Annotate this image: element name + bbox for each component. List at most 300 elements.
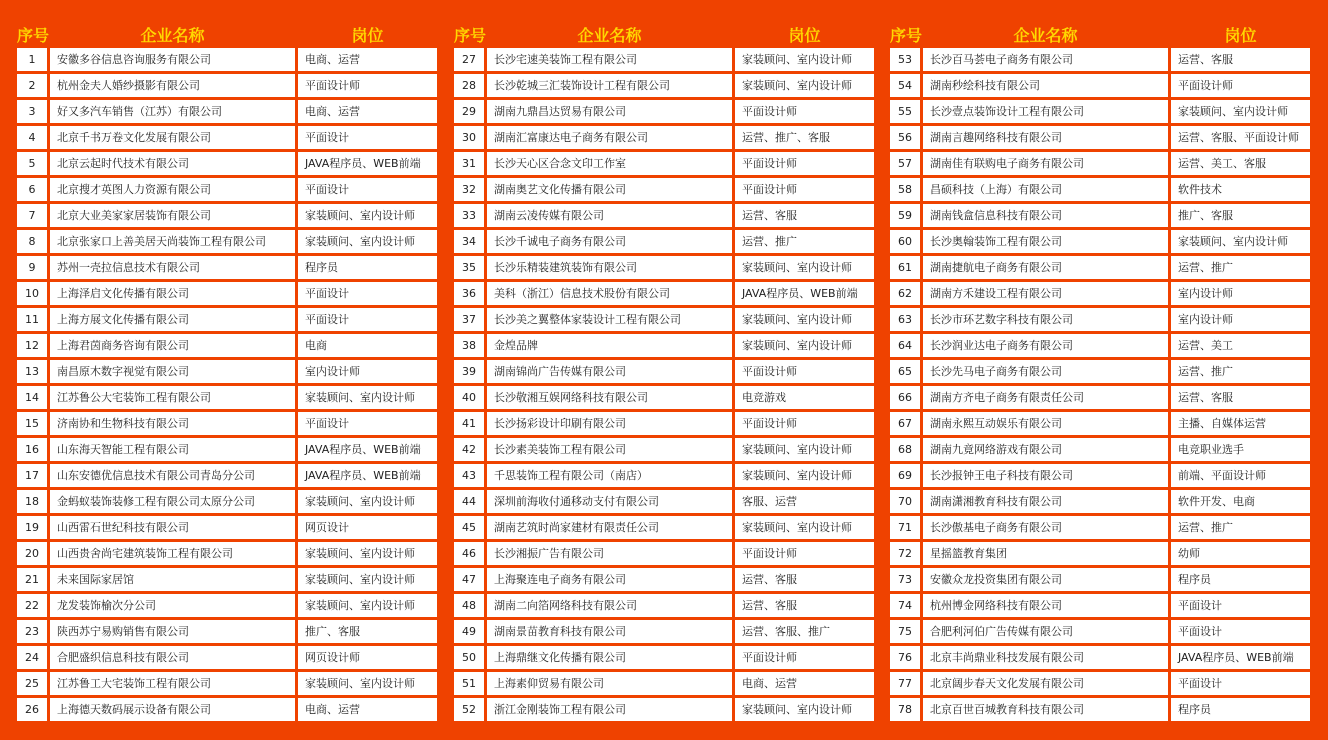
cell-position: 平面设计师 (735, 412, 874, 435)
cell-company: 长沙傲基电子商务有限公司 (923, 516, 1168, 539)
cell-no: 58 (890, 178, 920, 201)
cell-company: 长沙素美装饰工程有限公司 (487, 438, 732, 461)
cell-position: 平面设计师 (735, 152, 874, 175)
cell-no: 56 (890, 126, 920, 149)
cell-position: 家装顾问、室内设计师 (735, 256, 874, 279)
cell-company: 好又多汽车销售（江苏）有限公司 (50, 100, 295, 123)
cell-no: 17 (17, 464, 47, 487)
cell-no: 78 (890, 698, 920, 721)
table-row (890, 100, 1310, 123)
cell-company: 上海聚连电子商务有限公司 (487, 568, 732, 591)
cell-company: 长沙乾城三汇装饰设计工程有限公司 (487, 74, 732, 97)
cell-position: 客服、运营 (735, 490, 874, 513)
cell-company: 长沙扬彩设计印刷有限公司 (487, 412, 732, 435)
table-row (17, 48, 437, 71)
cell-position: 室内设计师 (1171, 308, 1310, 331)
table-row (890, 672, 1310, 695)
cell-company: 湖南永熙互动娱乐有限公司 (923, 412, 1168, 435)
cell-position: 家装顾问、室内设计师 (298, 386, 437, 409)
cell-no: 11 (17, 308, 47, 331)
table-row (454, 74, 874, 97)
cell-no: 8 (17, 230, 47, 253)
cell-position: 推广、客服 (1171, 204, 1310, 227)
cell-no: 35 (454, 256, 484, 279)
cell-company: 北京丰尚鼎业科技发展有限公司 (923, 646, 1168, 669)
cell-position: 平面设计 (298, 412, 437, 435)
cell-company: 未来国际家居馆 (50, 568, 295, 591)
cell-position: 家装顾问、室内设计师 (298, 594, 437, 617)
cell-no: 21 (17, 568, 47, 591)
cell-no: 43 (454, 464, 484, 487)
table-row (17, 568, 437, 591)
cell-position: 平面设计师 (735, 178, 874, 201)
table-row (890, 282, 1310, 305)
cell-position: 运营、推广 (1171, 256, 1310, 279)
cell-position: 家装顾问、室内设计师 (298, 542, 437, 565)
cell-no: 37 (454, 308, 484, 331)
cell-position: 电竞游戏 (735, 386, 874, 409)
table-panel-3 (890, 20, 1310, 724)
cell-position: 平面设计 (298, 178, 437, 201)
cell-no: 42 (454, 438, 484, 461)
header-position: 岗位 (788, 26, 821, 45)
cell-company: 江苏鲁工大宅装饰工程有限公司 (50, 672, 295, 695)
cell-no: 14 (17, 386, 47, 409)
table-row (17, 438, 437, 461)
cell-company: 北京大业美家家居装饰有限公司 (50, 204, 295, 227)
cell-no: 66 (890, 386, 920, 409)
header-company: 企业名称 (140, 26, 205, 45)
cell-company: 北京阔步春天文化发展有限公司 (923, 672, 1168, 695)
cell-position: 运营、推广 (1171, 516, 1310, 539)
cell-company: 浙江金刚装饰工程有限公司 (487, 698, 732, 721)
table-row (17, 230, 437, 253)
cell-position: 家装顾问、室内设计师 (735, 74, 874, 97)
cell-no: 23 (17, 620, 47, 643)
cell-company: 杭州金夫人婚纱摄影有限公司 (50, 74, 295, 97)
cell-position: 平面设计 (1171, 594, 1310, 617)
cell-company: 湖南方齐电子商务有限责任公司 (923, 386, 1168, 409)
cell-company: 合肥利河伯广告传媒有限公司 (923, 620, 1168, 643)
cell-position: 平面设计师 (735, 646, 874, 669)
table-row (17, 412, 437, 435)
cell-company: 湖南景苗教育科技有限公司 (487, 620, 732, 643)
table-row (17, 672, 437, 695)
table-row (890, 126, 1310, 149)
table-row (17, 542, 437, 565)
table-row (17, 282, 437, 305)
table-row (454, 412, 874, 435)
table-row (890, 178, 1310, 201)
cell-company: 北京张家口上善美居天尚装饰工程有限公司 (50, 230, 295, 253)
table-row (17, 126, 437, 149)
cell-no: 67 (890, 412, 920, 435)
table-panel-2 (454, 20, 874, 724)
cell-no: 52 (454, 698, 484, 721)
cell-position: 家装顾问、室内设计师 (735, 48, 874, 71)
table-row (454, 672, 874, 695)
cell-no: 28 (454, 74, 484, 97)
cell-company: 湖南方禾建设工程有限公司 (923, 282, 1168, 305)
cell-company: 南昌原木数字视觉有限公司 (50, 360, 295, 383)
table-row (890, 464, 1310, 487)
cell-position: 平面设计师 (1171, 74, 1310, 97)
table-row (454, 490, 874, 513)
table-row (890, 438, 1310, 461)
cell-position: 平面设计师 (735, 542, 874, 565)
cell-position: 程序员 (298, 256, 437, 279)
cell-position: JAVA程序员、WEB前端 (298, 438, 437, 461)
table-row (454, 646, 874, 669)
table-row (454, 256, 874, 279)
cell-position: 平面设计 (1171, 672, 1310, 695)
cell-position: 家装顾问、室内设计师 (735, 438, 874, 461)
cell-no: 15 (17, 412, 47, 435)
cell-position: 平面设计师 (735, 100, 874, 123)
cell-company: 杭州博金网络科技有限公司 (923, 594, 1168, 617)
table-row (17, 620, 437, 643)
table-row (890, 412, 1310, 435)
table-row (454, 204, 874, 227)
cell-no: 2 (17, 74, 47, 97)
table-row (454, 126, 874, 149)
cell-company: 湖南佳有联购电子商务有限公司 (923, 152, 1168, 175)
cell-company: 上海方展文化传播有限公司 (50, 308, 295, 331)
cell-company: 北京云起时代技术有限公司 (50, 152, 295, 175)
cell-no: 76 (890, 646, 920, 669)
cell-no: 54 (890, 74, 920, 97)
cell-company: 江苏鲁公大宅装饰工程有限公司 (50, 386, 295, 409)
cell-company: 长沙壹点装饰设计工程有限公司 (923, 100, 1168, 123)
cell-no: 55 (890, 100, 920, 123)
table-row (454, 308, 874, 331)
cell-position: 家装顾问、室内设计师 (298, 490, 437, 513)
cell-company: 湖南九鼎昌达贸易有限公司 (487, 100, 732, 123)
cell-no: 10 (17, 282, 47, 305)
cell-position: 运营、推广 (1171, 360, 1310, 383)
cell-position: 软件技术 (1171, 178, 1310, 201)
cell-position: 室内设计师 (298, 360, 437, 383)
cell-position: 运营、客服 (735, 568, 874, 591)
cell-position: 运营、客服 (735, 594, 874, 617)
cell-no: 53 (890, 48, 920, 71)
table-row (454, 568, 874, 591)
cell-no: 39 (454, 360, 484, 383)
cell-no: 12 (17, 334, 47, 357)
table-row (454, 516, 874, 539)
cell-company: 北京百世百城教育科技有限公司 (923, 698, 1168, 721)
cell-company: 合肥盛织信息科技有限公司 (50, 646, 295, 669)
table-row (454, 386, 874, 409)
cell-no: 33 (454, 204, 484, 227)
table-row (890, 256, 1310, 279)
cell-no: 20 (17, 542, 47, 565)
cell-company: 山东海天智能工程有限公司 (50, 438, 295, 461)
cell-company: 山东安德优信息技术有限公司青岛分公司 (50, 464, 295, 487)
cell-position: JAVA程序员、WEB前端 (735, 282, 874, 305)
cell-position: 家装顾问、室内设计师 (298, 204, 437, 227)
cell-company: 北京千书万卷文化发展有限公司 (50, 126, 295, 149)
cell-company: 千思装饰工程有限公司（南店） (487, 464, 732, 487)
cell-company: 星摇篮教育集团 (923, 542, 1168, 565)
cell-position: 电商 (298, 334, 437, 357)
cell-position: 电商、运营 (298, 100, 437, 123)
header-no: 序号 (454, 26, 487, 45)
cell-no: 41 (454, 412, 484, 435)
cell-position: 推广、客服 (298, 620, 437, 643)
cell-no: 48 (454, 594, 484, 617)
cell-no: 47 (454, 568, 484, 591)
cell-company: 上海泽启文化传播有限公司 (50, 282, 295, 305)
table-row (890, 516, 1310, 539)
cell-position: 室内设计师 (1171, 282, 1310, 305)
cell-position: 家装顾问、室内设计师 (735, 516, 874, 539)
table-row (890, 490, 1310, 513)
cell-no: 77 (890, 672, 920, 695)
table-panel-1 (17, 20, 437, 724)
table-row (17, 204, 437, 227)
cell-position: JAVA程序员、WEB前端 (1171, 646, 1310, 669)
cell-company: 济南协和生物科技有限公司 (50, 412, 295, 435)
cell-no: 1 (17, 48, 47, 71)
cell-no: 64 (890, 334, 920, 357)
cell-company: 安徽多谷信息咨询服务有限公司 (50, 48, 295, 71)
header-position: 岗位 (351, 26, 384, 45)
table-row (454, 542, 874, 565)
cell-no: 65 (890, 360, 920, 383)
cell-position: 运营、推广 (735, 230, 874, 253)
cell-no: 32 (454, 178, 484, 201)
cell-position: 平面设计 (298, 126, 437, 149)
header-no: 序号 (17, 26, 50, 45)
cell-company: 山西雷石世纪科技有限公司 (50, 516, 295, 539)
table-row (17, 308, 437, 331)
cell-company: 湖南汇富康达电子商务有限公司 (487, 126, 732, 149)
table-row (454, 334, 874, 357)
table-row (454, 464, 874, 487)
cell-no: 7 (17, 204, 47, 227)
table-row (890, 48, 1310, 71)
cell-no: 62 (890, 282, 920, 305)
table-row (17, 516, 437, 539)
cell-company: 湖南锦尚广告传媒有限公司 (487, 360, 732, 383)
cell-no: 38 (454, 334, 484, 357)
table-row (17, 178, 437, 201)
cell-company: 长沙天心区合念文印工作室 (487, 152, 732, 175)
cell-company: 湖南捷航电子商务有限公司 (923, 256, 1168, 279)
cell-company: 长沙美之翼整体家装设计工程有限公司 (487, 308, 732, 331)
cell-no: 19 (17, 516, 47, 539)
cell-position: 家装顾问、室内设计师 (1171, 230, 1310, 253)
table-row (17, 74, 437, 97)
cell-company: 长沙宅速美装饰工程有限公司 (487, 48, 732, 71)
cell-company: 长沙敬湘互娱网络科技有限公司 (487, 386, 732, 409)
cell-company: 上海素仰贸易有限公司 (487, 672, 732, 695)
cell-no: 59 (890, 204, 920, 227)
cell-no: 36 (454, 282, 484, 305)
table-row (17, 360, 437, 383)
cell-no: 16 (17, 438, 47, 461)
table-row (17, 464, 437, 487)
cell-company: 湖南言趣网络科技有限公司 (923, 126, 1168, 149)
cell-position: 电竞职业选手 (1171, 438, 1310, 461)
cell-no: 49 (454, 620, 484, 643)
cell-position: 程序员 (1171, 698, 1310, 721)
table-row (890, 568, 1310, 591)
cell-no: 29 (454, 100, 484, 123)
cell-company: 金煌品牌 (487, 334, 732, 357)
cell-no: 57 (890, 152, 920, 175)
cell-company: 长沙报钟王电子科技有限公司 (923, 464, 1168, 487)
cell-company: 长沙乐精装建筑装饰有限公司 (487, 256, 732, 279)
cell-company: 龙发装饰榆次分公司 (50, 594, 295, 617)
cell-no: 31 (454, 152, 484, 175)
cell-no: 51 (454, 672, 484, 695)
table-row (454, 100, 874, 123)
cell-position: 电商、运营 (298, 48, 437, 71)
cell-position: 家装顾问、室内设计师 (298, 568, 437, 591)
cell-no: 3 (17, 100, 47, 123)
cell-position: 家装顾问、室内设计师 (735, 464, 874, 487)
cell-position: 家装顾问、室内设计师 (735, 308, 874, 331)
table-row (17, 334, 437, 357)
cell-position: 运营、客服 (1171, 386, 1310, 409)
header-position: 岗位 (1224, 26, 1257, 45)
table-row (454, 698, 874, 721)
table-row (17, 698, 437, 721)
cell-no: 13 (17, 360, 47, 383)
table-row (890, 74, 1310, 97)
cell-company: 长沙千诚电子商务有限公司 (487, 230, 732, 253)
cell-no: 24 (17, 646, 47, 669)
cell-position: 幼师 (1171, 542, 1310, 565)
cell-no: 25 (17, 672, 47, 695)
cell-no: 45 (454, 516, 484, 539)
table-row (454, 438, 874, 461)
cell-position: 运营、客服、平面设计师 (1171, 126, 1310, 149)
cell-no: 40 (454, 386, 484, 409)
cell-no: 44 (454, 490, 484, 513)
cell-company: 苏州一壳拉信息技术有限公司 (50, 256, 295, 279)
cell-no: 73 (890, 568, 920, 591)
cell-position: 程序员 (1171, 568, 1310, 591)
header-company: 企业名称 (577, 26, 642, 45)
table-row (890, 646, 1310, 669)
cell-company: 湖南云凌传媒有限公司 (487, 204, 732, 227)
cell-position: 电商、运营 (298, 698, 437, 721)
table-row (17, 100, 437, 123)
cell-no: 69 (890, 464, 920, 487)
cell-position: 家装顾问、室内设计师 (298, 672, 437, 695)
cell-position: 网页设计 (298, 516, 437, 539)
cell-company: 湖南潇湘教育科技有限公司 (923, 490, 1168, 513)
cell-no: 60 (890, 230, 920, 253)
cell-company: 美科（浙江）信息技术股份有限公司 (487, 282, 732, 305)
table-row (454, 594, 874, 617)
table-row (890, 542, 1310, 565)
cell-no: 70 (890, 490, 920, 513)
cell-company: 长沙百马荟电子商务有限公司 (923, 48, 1168, 71)
cell-position: 主播、自媒体运营 (1171, 412, 1310, 435)
cell-no: 4 (17, 126, 47, 149)
table-row (17, 646, 437, 669)
cell-no: 75 (890, 620, 920, 643)
table-row (890, 204, 1310, 227)
cell-position: 家装顾问、室内设计师 (1171, 100, 1310, 123)
cell-company: 陕西苏宁易购销售有限公司 (50, 620, 295, 643)
cell-no: 71 (890, 516, 920, 539)
table-header (454, 20, 874, 48)
cell-company: 湖南秒绘科技有限公司 (923, 74, 1168, 97)
cell-company: 上海鼎继文化传播有限公司 (487, 646, 732, 669)
cell-company: 湖南艺筑时尚家建材有限责任公司 (487, 516, 732, 539)
table-row (890, 152, 1310, 175)
table-row (890, 698, 1310, 721)
cell-company: 长沙市环艺数字科技有限公司 (923, 308, 1168, 331)
cell-company: 长沙润业达电子商务有限公司 (923, 334, 1168, 357)
table-row (17, 490, 437, 513)
table-row (454, 620, 874, 643)
header-company: 企业名称 (1013, 26, 1078, 45)
cell-no: 9 (17, 256, 47, 279)
cell-company: 湖南二向箔网络科技有限公司 (487, 594, 732, 617)
cell-position: 软件开发、电商 (1171, 490, 1310, 513)
cell-position: 电商、运营 (735, 672, 874, 695)
cell-company: 山西贵舍尚宅建筑装饰工程有限公司 (50, 542, 295, 565)
cell-no: 22 (17, 594, 47, 617)
cell-position: 平面设计师 (735, 360, 874, 383)
table-row (17, 386, 437, 409)
header-no: 序号 (890, 26, 923, 45)
table-row (890, 386, 1310, 409)
cell-company: 上海君茵商务咨询有限公司 (50, 334, 295, 357)
cell-position: 前端、平面设计师 (1171, 464, 1310, 487)
table-header (890, 20, 1310, 48)
table-row (890, 308, 1310, 331)
table-row (17, 152, 437, 175)
cell-company: 湖南九竟网络游戏有限公司 (923, 438, 1168, 461)
cell-position: 家装顾问、室内设计师 (735, 698, 874, 721)
table-row (890, 620, 1310, 643)
cell-company: 长沙先马电子商务有限公司 (923, 360, 1168, 383)
cell-company: 湖南钱盒信息科技有限公司 (923, 204, 1168, 227)
cell-company: 昌硕科技（上海）有限公司 (923, 178, 1168, 201)
cell-position: 运营、美工、客服 (1171, 152, 1310, 175)
table-row (454, 282, 874, 305)
cell-no: 72 (890, 542, 920, 565)
cell-no: 68 (890, 438, 920, 461)
cell-no: 61 (890, 256, 920, 279)
table-row (890, 360, 1310, 383)
cell-no: 27 (454, 48, 484, 71)
cell-position: 平面设计 (1171, 620, 1310, 643)
table-row (17, 594, 437, 617)
cell-position: 运营、客服 (735, 204, 874, 227)
table-header (17, 20, 437, 48)
cell-position: 网页设计师 (298, 646, 437, 669)
table-row (454, 152, 874, 175)
cell-no: 6 (17, 178, 47, 201)
cell-no: 5 (17, 152, 47, 175)
cell-no: 74 (890, 594, 920, 617)
cell-position: 平面设计师 (298, 74, 437, 97)
cell-company: 长沙湘振广告有限公司 (487, 542, 732, 565)
cell-position: 平面设计 (298, 308, 437, 331)
cell-position: 运营、推广、客服 (735, 126, 874, 149)
cell-position: 运营、客服、推广 (735, 620, 874, 643)
cell-no: 50 (454, 646, 484, 669)
cell-company: 北京搜才英图人力资源有限公司 (50, 178, 295, 201)
